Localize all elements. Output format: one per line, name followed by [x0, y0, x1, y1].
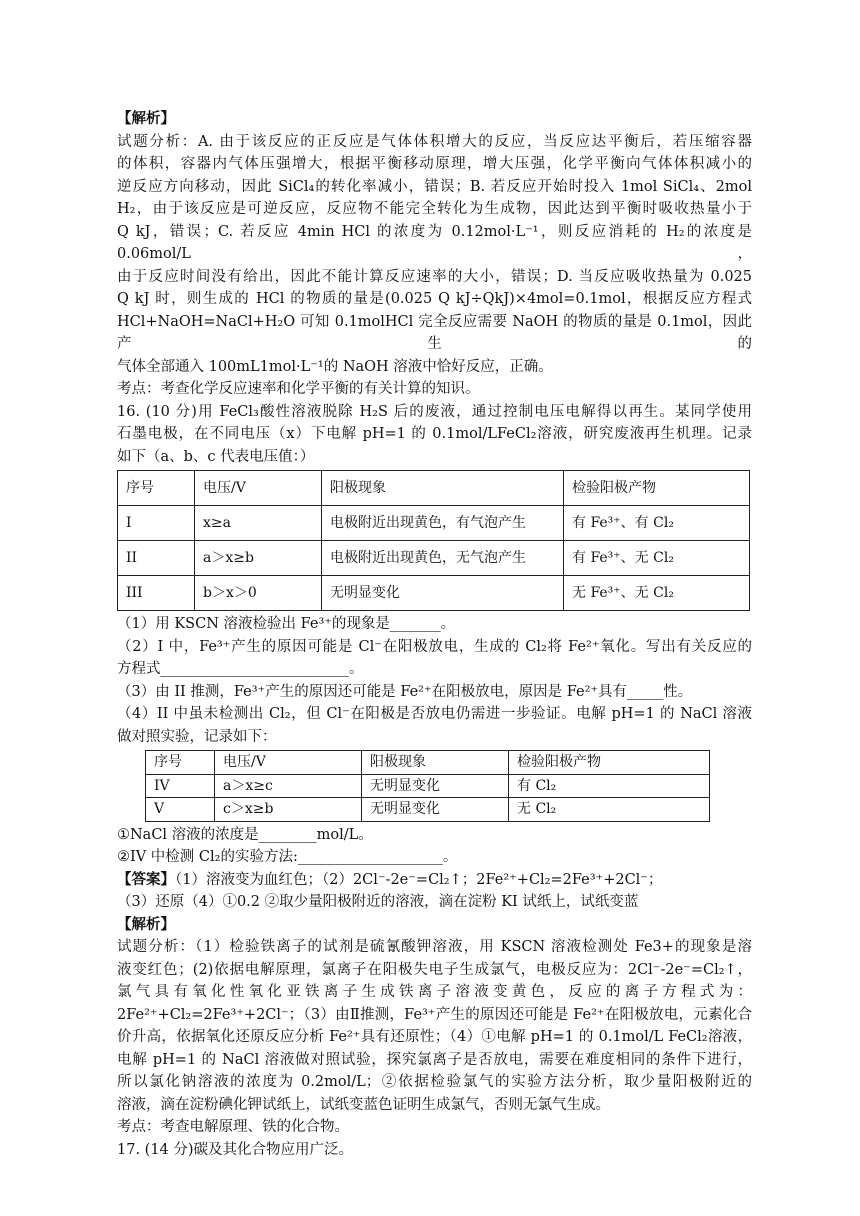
question-16-line: 石墨电极，在不同电压（x）下电解 pH=1 的 0.1mol/LFeCl₂溶液，研究废液再生机理。记录 [117, 426, 752, 442]
results-table-2 [145, 750, 710, 822]
results-table-1 [117, 470, 750, 611]
sub-question-line: （2）I 中，Fe³⁺产生的原因可能是 Cl⁻在阳极放电，生成的 Cl₂将 Fe²⁺氧化。写出有关反应的 [117, 638, 752, 655]
table-cell: IV [146, 774, 215, 798]
table-row [118, 506, 750, 541]
table-header-cell: 电压/V [215, 751, 362, 775]
analysis-line: 所以氯化钠溶液的浓度为 0.2mol/L；②依据检验氯气的实验方法分析，取少量阳极附近的 [117, 1074, 752, 1090]
analysis-line: 试题分析：（1）检验铁离子的试剂是硫氰酸钾溶液，用 KSCN 溶液检测处 Fe3+的现象是溶 [117, 939, 752, 955]
sub-question-line: 方程式__________________________。 [117, 661, 364, 677]
sub-question-line: （1）用 KSCN 溶液检验出 Fe³⁺的现象是_______。 [117, 616, 456, 632]
table-header-cell: 阳极现象 [362, 751, 509, 775]
analysis-line: 由于反应时间没有给出，因此不能计算反应速率的大小，错误；D. 当反应吸收热量为 0.025 [117, 268, 752, 285]
analysis-line: 溶液，滴在淀粉碘化钾试纸上，试纸变蓝色证明生成氯气，否则无氯气生成。 [117, 1096, 610, 1113]
table-header-cell: 阳极现象 [322, 471, 564, 506]
table-row [146, 798, 710, 822]
sub-question-line: ②IV 中检测 Cl₂的实验方法:____________________。 [117, 849, 458, 865]
table-row [146, 774, 710, 798]
sub-question-line: （3）由 II 推测，Fe³⁺产生的原因还可能是 Fe²⁺在阳极放电，原因是 Fe²⁺具有_____性。 [117, 683, 693, 700]
table-header-cell: 序号 [146, 751, 215, 775]
table-cell: 有 Cl₂ [509, 774, 710, 798]
question-16-line: 16. (10 分)用 FeCl₃酸性溶液脱除 H₂S 后的废液，通过控制电压电解得以再生。某同学使用 [117, 403, 752, 420]
analysis-line: HCl+NaOH=NaCl+H₂O 可知 0.1molHCl 完全反应需要 NaOH 的物质的量是 0.1mol，因此产生的 [117, 313, 752, 352]
document-content [117, 108, 752, 1161]
analysis-line: Q kJ 时，则生成的 HCl 的物质的量是(0.025 Q kJ÷QkJ)×4mol=0.1mol，根据反应方程式 [117, 291, 752, 307]
answer-text: （1）溶液变为血红色；（2）2Cl⁻-2e⁻=Cl₂↑；2Fe²⁺+Cl₂=2Fe³⁺+2Cl⁻； [175, 871, 663, 888]
answer-line [117, 869, 752, 892]
table-cell: c＞x≥b [215, 798, 362, 822]
analysis-heading: 【解析】 [117, 915, 175, 933]
analysis-line: 氯气具有氧化性氧化亚铁离子生成铁离子溶液变黄色，反应的离子方程式为： [117, 984, 752, 1000]
analysis-line: 2Fe²⁺+Cl₂=2Fe³⁺+2Cl⁻；（3）由Ⅱ推测，Fe³⁺产生的原因还可能是 Fe²⁺在阳极放电，元素化合 [117, 1006, 752, 1023]
analysis-line: 气体全部通入 100mL1mol·L⁻¹的 NaOH 溶液中恰好反应，正确。 [117, 358, 553, 375]
sub-question-line: （4）II 中虽未检测出 Cl₂，但 Cl⁻在阳极是否放电仍需进一步验证。电解 pH=1 的 NaCl 溶液 [117, 706, 752, 722]
kaodian-line: 考点：考查化学反应速率和化学平衡的有关计算的知识。 [117, 381, 480, 397]
kaodian-line: 考点：考查电解原理、铁的化合物。 [117, 1119, 349, 1135]
table-header-cell: 序号 [118, 471, 195, 506]
table-cell: 有 Fe³⁺、有 Cl₂ [564, 506, 750, 541]
table-cell: 无 Cl₂ [509, 798, 710, 822]
table-cell: b＞x＞0 [195, 576, 322, 611]
table-header-row [118, 471, 750, 506]
table-header-cell: 检验阳极产物 [509, 751, 710, 775]
table-cell: a＞x≥c [215, 774, 362, 798]
analysis-line: 试题分析：A. 由于该反应的正反应是气体体积增大的反应，当反应达平衡后，若压缩容器 [117, 133, 752, 150]
table-cell: 无明显变化 [362, 798, 509, 822]
analysis-line: 电解 pH=1 的 NaCl 溶液做对照试验，探究氯离子是否放电，需要在难度相同的条件下进行， [117, 1051, 752, 1068]
table-cell: 无明显变化 [362, 774, 509, 798]
analysis-line: H₂，由于该反应是可逆反应，反应物不能完全转化为生成物，因此达到平衡时吸收热量小于 [117, 201, 752, 217]
table-cell: II [118, 541, 195, 576]
sub-question-line: 做对照实验，记录如下： [117, 728, 277, 745]
analysis-heading: 【解析】 [117, 110, 175, 127]
analysis-line: 的体积，容器内气体压强增大，根据平衡移动原理，增大压强，化学平衡向气体体积减小的 [117, 156, 752, 172]
table-cell: 电极附近出现黄色，有气泡产生 [322, 506, 564, 541]
sub-question-line: ①NaCl 溶液的浓度是________mol/L。 [117, 826, 373, 843]
table-row [118, 576, 750, 611]
table-cell: 无 Fe³⁺、无 Cl₂ [564, 576, 750, 611]
table-cell: x≥a [195, 506, 322, 541]
analysis-line: 价升高，依据氧化还原反应分析 Fe²⁺具有还原性；（4）①电解 pH=1 的 0.1mol/L FeCl₂溶液， [117, 1029, 752, 1045]
table-cell: 有 Fe³⁺、无 Cl₂ [564, 541, 750, 576]
table-header-cell: 电压/V [195, 471, 322, 506]
analysis-line: 逆反应方向移动，因此 SiCl₄的转化率减小，错误；B. 若反应开始时投入 1mol SiCl₄、2mol [117, 178, 752, 195]
question-17-line: 17. (14 分)碳及其化合物应用广泛。 [117, 1141, 354, 1158]
answer-heading: 【答案】 [117, 870, 175, 888]
table-header-row [146, 751, 710, 775]
table-cell: III [118, 576, 195, 611]
analysis-line: Q kJ，错误；C. 若反应 4min HCl 的浓度为 0.12mol·L⁻¹，则反应消耗的 H₂的浓度是 0.06mol/L， [117, 223, 752, 262]
table-row [118, 541, 750, 576]
table-header-cell: 检验阳极产物 [564, 471, 750, 506]
answer-line: （3）还原（4）①0.2 ②取少量阳极附近的溶液，滴在淀粉 KI 试纸上，试纸变蓝 [117, 894, 639, 910]
table-cell: 电极附近出现黄色，无气泡产生 [322, 541, 564, 576]
table-cell: a＞x≥b [195, 541, 322, 576]
table-cell: I [118, 506, 195, 541]
table-cell: V [146, 798, 215, 822]
table-cell: 无明显变化 [322, 576, 564, 611]
analysis-line: 液变红色；(2)依据电解原理，氯离子在阳极失电子生成氯气，电极反应为：2Cl⁻-2e⁻=Cl₂↑， [117, 961, 752, 978]
question-16-line: 如下（a、b、c 代表电压值：） [117, 448, 315, 465]
